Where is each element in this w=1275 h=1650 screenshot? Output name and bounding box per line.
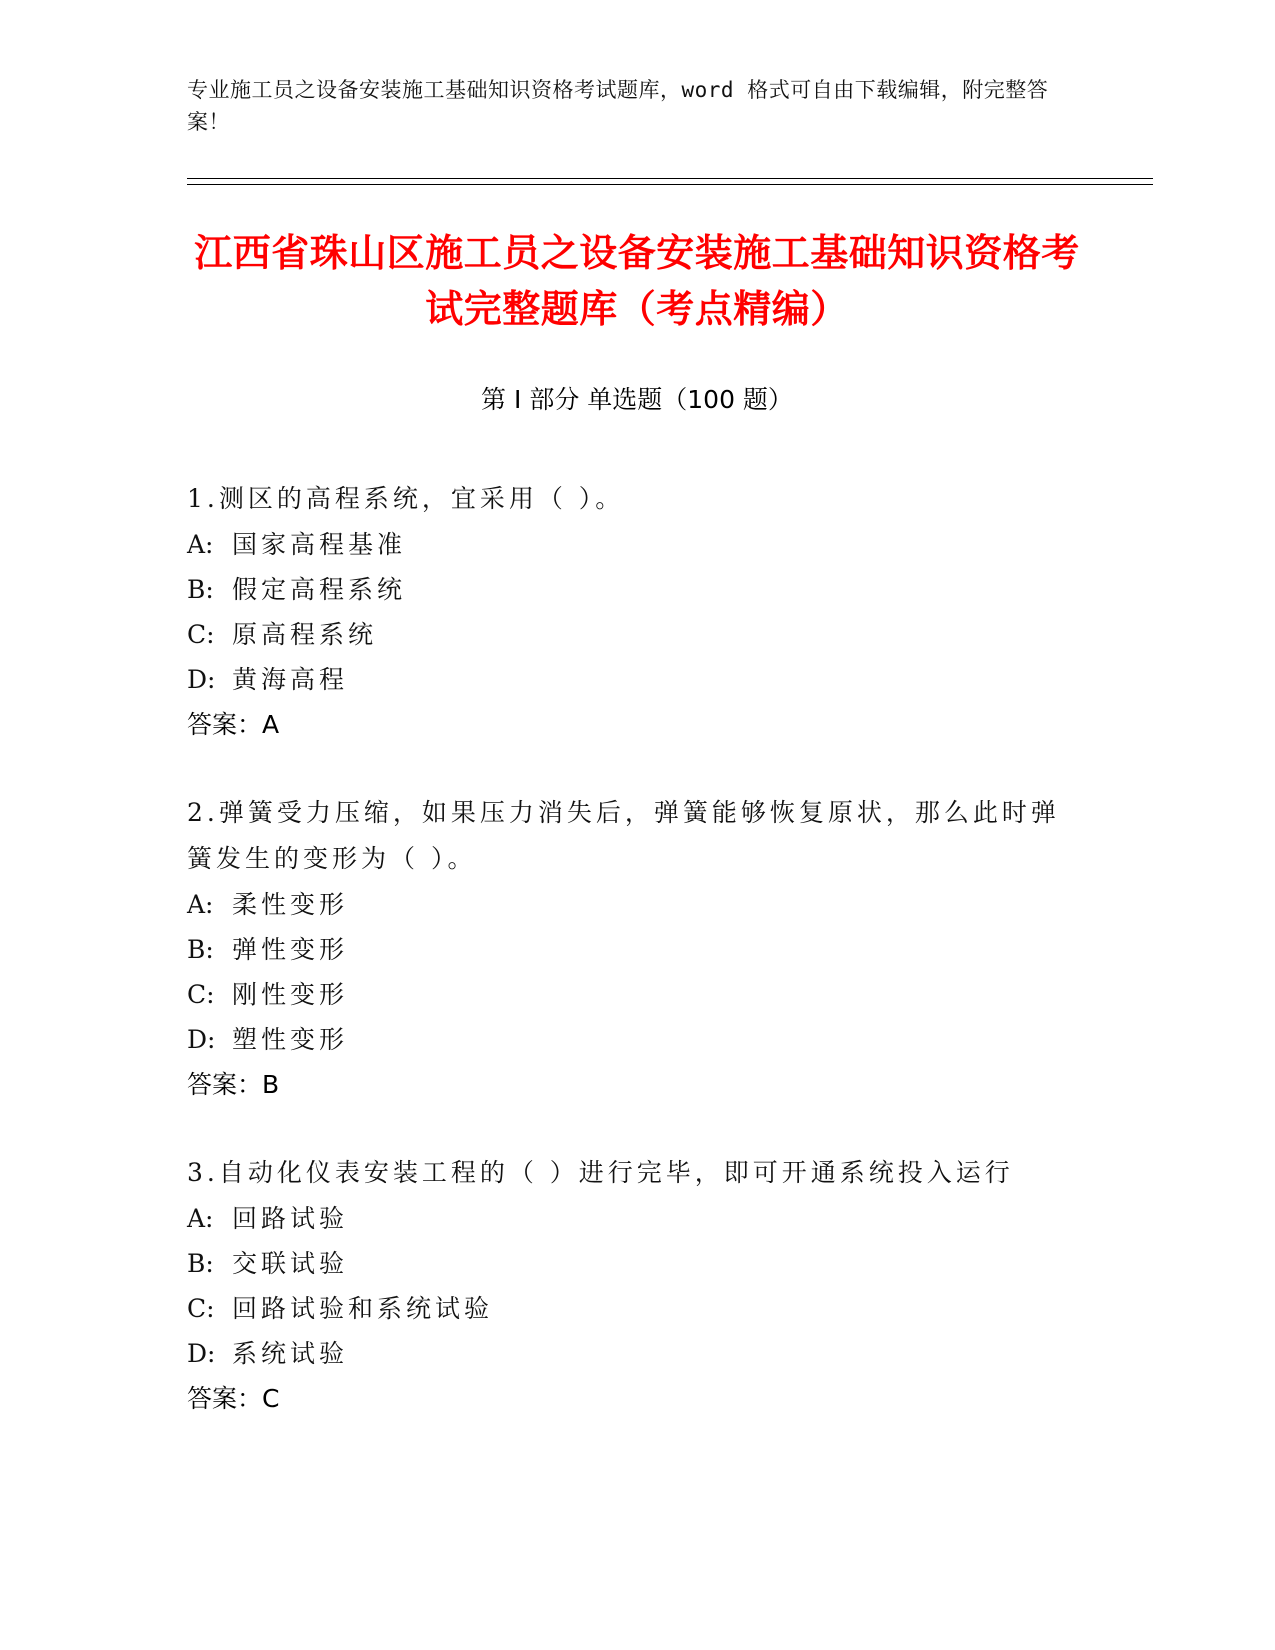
option-text: 国家高程基准 bbox=[232, 530, 407, 559]
option-text: 假定高程系统 bbox=[232, 575, 407, 604]
option-c bbox=[187, 972, 1087, 1017]
option-d bbox=[187, 1017, 1087, 1062]
option-b bbox=[187, 567, 1087, 612]
option-text: 黄海高程 bbox=[232, 665, 349, 694]
document-title: 江西省珠山区施工员之设备安装施工基础知识资格考试完整题库（考点精编） bbox=[194, 231, 1080, 331]
question-stem: 1.测区的高程系统，宜采用（ ）。 bbox=[187, 484, 625, 513]
option-a bbox=[187, 1196, 1087, 1241]
option-text: 系统试验 bbox=[232, 1339, 349, 1368]
option-letter: A: bbox=[187, 530, 214, 559]
header-note: 专业施工员之设备安装施工基础知识资格考试题库，word 格式可自由下载编辑，附完整答案！ bbox=[187, 78, 1049, 134]
option-letter: C: bbox=[187, 980, 215, 1009]
option-text: 回路试验 bbox=[232, 1204, 349, 1233]
option-letter: C: bbox=[187, 620, 215, 649]
question-2 bbox=[187, 790, 1087, 1108]
option-c bbox=[187, 1286, 1087, 1331]
option-letter: C: bbox=[187, 1294, 215, 1323]
option-d bbox=[187, 657, 1087, 702]
option-text: 弹性变形 bbox=[232, 935, 349, 964]
option-c bbox=[187, 612, 1087, 657]
question-stem: 3.自动化仪表安装工程的（ ）进行完毕，即可开通系统投入运行 bbox=[187, 1158, 1014, 1187]
option-letter: D: bbox=[187, 665, 216, 694]
option-a bbox=[187, 522, 1087, 567]
answer-line: 答案：A bbox=[187, 710, 280, 739]
option-letter: D: bbox=[187, 1339, 216, 1368]
option-text: 柔性变形 bbox=[232, 890, 349, 919]
option-a bbox=[187, 882, 1087, 927]
option-text: 交联试验 bbox=[232, 1249, 349, 1278]
question-3 bbox=[187, 1150, 1087, 1422]
option-text: 原高程系统 bbox=[232, 620, 378, 649]
option-d bbox=[187, 1331, 1087, 1376]
question-list bbox=[187, 476, 1087, 1464]
question-stem: 2.弹簧受力压缩，如果压力消失后，弹簧能够恢复原状，那么此时弹簧发生的变形为（ ）。 bbox=[187, 798, 1060, 873]
header-divider-top bbox=[187, 178, 1153, 179]
option-letter: B: bbox=[187, 935, 214, 964]
option-letter: B: bbox=[187, 575, 214, 604]
option-b bbox=[187, 927, 1087, 972]
option-letter: A: bbox=[187, 1204, 214, 1233]
option-b bbox=[187, 1241, 1087, 1286]
answer-line: 答案：C bbox=[187, 1384, 280, 1413]
option-text: 回路试验和系统试验 bbox=[232, 1294, 494, 1323]
question-1 bbox=[187, 476, 1087, 748]
option-letter: D: bbox=[187, 1025, 216, 1054]
header-divider-bottom bbox=[187, 184, 1153, 185]
section-title: 第 I 部分 单选题（100 题） bbox=[481, 385, 793, 414]
option-letter: B: bbox=[187, 1249, 214, 1278]
option-text: 刚性变形 bbox=[232, 980, 349, 1009]
option-text: 塑性变形 bbox=[232, 1025, 349, 1054]
option-letter: A: bbox=[187, 890, 214, 919]
answer-line: 答案：B bbox=[187, 1070, 280, 1099]
